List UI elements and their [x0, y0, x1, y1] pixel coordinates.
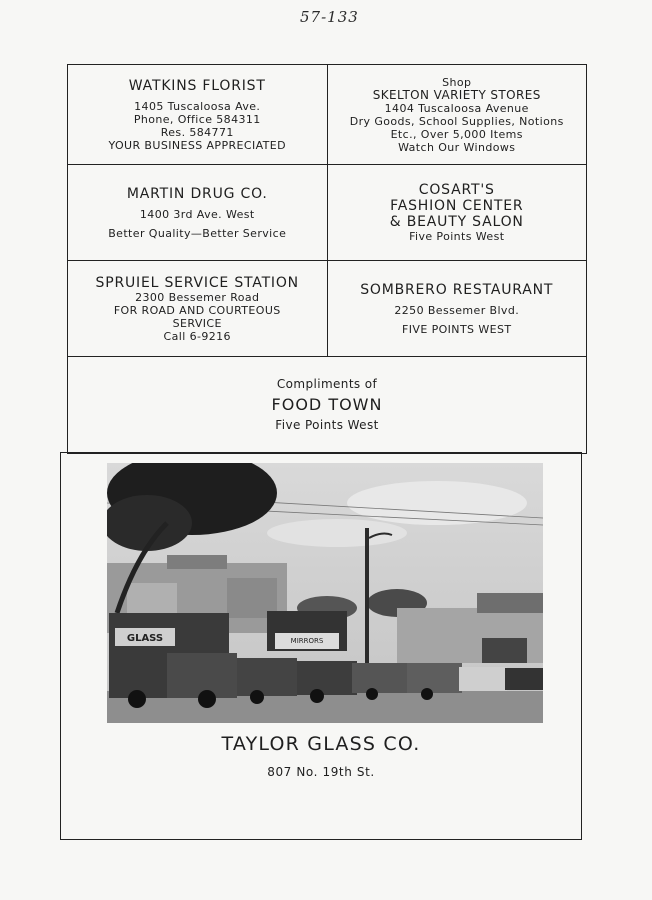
- ad-cosarts-fashion: [327, 165, 587, 260]
- ad-spruiel-service: [68, 261, 327, 356]
- ad-phone: Phone, Office 584311: [133, 112, 261, 126]
- truck-lettering: GLASS: [126, 633, 164, 644]
- ad-slogan-line-1: FOR ROAD AND COURTEOUS: [113, 303, 281, 317]
- ad-slogan: YOUR BUSINESS APPRECIATED: [108, 138, 287, 152]
- ad-slogan: Better Quality—Better Service: [108, 226, 287, 240]
- ad-sombrero-restaurant: [327, 261, 587, 356]
- ad-address: 1400 3rd Ave. West: [139, 207, 255, 221]
- ad-row-3: [68, 261, 586, 357]
- ad-title-line-1: COSART'S: [418, 182, 495, 198]
- ad-location: Five Points West: [275, 418, 379, 432]
- ad-location: FIVE POINTS WEST: [402, 322, 512, 336]
- ad-items: Etc., Over 5,000 Items: [390, 127, 523, 141]
- ad-title: SOMBRERO RESTAURANT: [360, 281, 554, 298]
- ad-row-4: [68, 357, 586, 453]
- ad-res-phone: Res. 584771: [160, 125, 234, 139]
- ad-title: FOOD TOWN: [271, 395, 383, 414]
- ad-title-line-2: FASHION CENTER: [390, 198, 524, 214]
- ad-address: 1404 Tuscaloosa Avenue: [384, 101, 529, 115]
- ad-phone: Call 6-9216: [163, 329, 231, 343]
- sign-mirrors: MIRRORS: [290, 637, 324, 645]
- ad-title-line-3: & BEAUTY SALON: [389, 214, 524, 230]
- feature-advertisement: [60, 452, 582, 840]
- ad-address: 1405 Tuscaloosa Ave.: [134, 99, 261, 113]
- ad-row-1: [68, 65, 586, 165]
- ad-address: 2300 Bessemer Road: [135, 290, 260, 304]
- ad-location: Five Points West: [409, 230, 505, 243]
- feature-title: TAYLOR GLASS CO.: [221, 733, 421, 755]
- ad-slogan-line-2: SERVICE: [172, 316, 222, 330]
- ad-watkins-florist: [68, 65, 327, 164]
- ad-row-2: [68, 165, 586, 261]
- storefront-photo: [107, 463, 543, 723]
- ad-slogan: Watch Our Windows: [398, 140, 516, 154]
- ad-food-town: [68, 357, 586, 453]
- ad-skelton-variety: [327, 65, 587, 164]
- ad-title: SKELTON VARIETY STORES: [372, 87, 541, 102]
- feature-address: 807 No. 19th St.: [267, 765, 375, 779]
- ad-goods: Dry Goods, School Supplies, Notions: [349, 114, 564, 128]
- ad-pre-title: Shop: [442, 75, 472, 89]
- ad-title: SPRUIEL SERVICE STATION: [95, 274, 299, 291]
- advertisement-grid: [67, 64, 587, 454]
- ad-address: 2250 Bessemer Blvd.: [394, 303, 520, 317]
- ad-title: MARTIN DRUG CO.: [126, 185, 268, 202]
- ad-pre-title: Compliments of: [276, 377, 378, 391]
- page-number: 57-133: [300, 8, 359, 26]
- ad-title: WATKINS FLORIST: [128, 77, 266, 94]
- ad-martin-drug: [68, 165, 327, 260]
